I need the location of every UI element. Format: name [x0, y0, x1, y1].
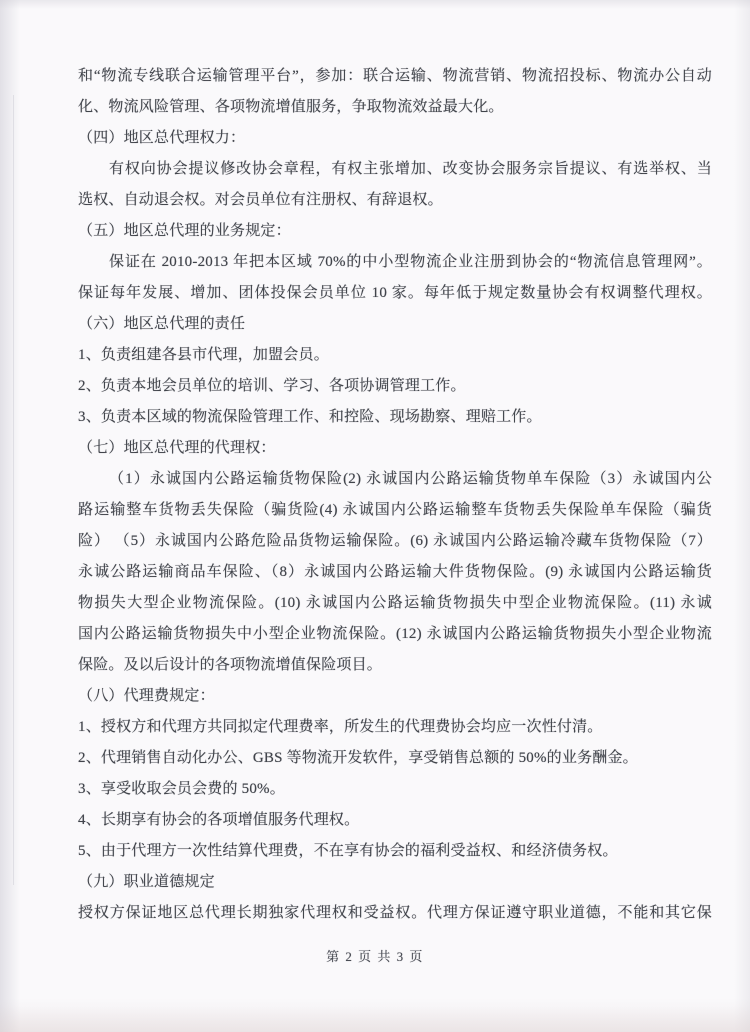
text-line: 选权、自动退会权。对会员单位有注册权、有辞退权。 [78, 192, 443, 208]
document-body [78, 61, 712, 929]
text-line: 授权方保证地区总代理长期独家代理权和受益权。代理方保证遵守职业道德，不能和其它保 [78, 905, 712, 921]
list-item: 1、负责组建各县市代理，加盟会员。 [78, 347, 329, 363]
list-item: 2、代理销售自动化办公、GBS 等物流开发软件，享受销售总额的 50%的业务酬金。 [78, 750, 638, 766]
section-heading: （六）地区总代理的责任 [78, 316, 246, 332]
list-item: 2、负责本地会员单位的培训、学习、各项协调管理工作。 [78, 378, 466, 394]
list-item: 3、负责本区域的物流保险管理工作、和控险、现场勘察、理赔工作。 [78, 409, 542, 425]
text-line: 有权向协会提议修改协会章程，有权主张增加、改变协会服务宗旨提议、有选举权、当 [109, 161, 712, 177]
text-line: 永诚公路运输商品车保险、（8）永诚国内公路运输大件货物保险。(9) 永诚国内公路运输货 [78, 564, 712, 580]
list-item: 1、授权方和代理方共同拟定代理费率，所发生的代理费协会均应一次性付清。 [78, 719, 603, 735]
text-line: 国内公路运输货物损失中小型企业物流保险。(12) 永诚国内公路运输货物损失小型企业物流 [78, 626, 712, 642]
list-item: 4、长期享有协会的各项增值服务代理权。 [78, 812, 360, 828]
text-line: 保证在 2010-2013 年把本区域 70%的中小型物流企业注册到协会的“物流信息管理网”。 [109, 254, 712, 270]
text-line: 物损失大型企业物流保险。(10) 永诚国内公路运输货物损失中型企业物流保险。(11) 永诚 [78, 595, 712, 611]
text-line: 保证每年发展、增加、团体投保会员单位 10 家。每年低于规定数量协会有权调整代理权。 [78, 285, 712, 301]
section-heading: （七）地区总代理的代理权： [78, 440, 276, 456]
scan-edge-artifact [13, 95, 14, 885]
section-heading: （八）代理费规定： [78, 688, 215, 704]
scan-bottom-shading [0, 1006, 750, 1032]
list-item: 3、享受收取会员会费的 50%。 [78, 781, 285, 797]
list-item: 5、由于代理方一次性结算代理费，不在享有协会的福利受益权、和经济债务权。 [78, 843, 618, 859]
text-line: 险） （5）永诚国内公路危险品货物运输保险。(6) 永诚国内公路运输冷藏车货物保险（7） [78, 533, 712, 549]
text-line: 保险。及以后设计的各项物流增值保险项目。 [78, 657, 383, 673]
text-line: 和“物流专线联合运输管理平台”，参加：联合运输、物流营销、物流招投标、物流办公自动 [78, 68, 712, 84]
section-heading: （九）职业道德规定 [78, 874, 215, 890]
text-line: 路运输整车货物丢失保险（骗货险(4) 永诚国内公路运输整车货物丢失保险单车保险（骗货 [78, 502, 712, 518]
section-heading: （四）地区总代理权力： [78, 130, 246, 146]
text-line: （1）永诚国内公路运输货物保险(2) 永诚国内公路运输货物单车保险（3）永诚国内公 [109, 471, 712, 487]
section-heading: （五）地区总代理的业务规定： [78, 223, 291, 239]
page-number: 第 2 页 共 3 页 [326, 949, 424, 964]
text-line: 化、物流风险管理、各项物流增值服务，争取物流效益最大化。 [78, 99, 504, 115]
